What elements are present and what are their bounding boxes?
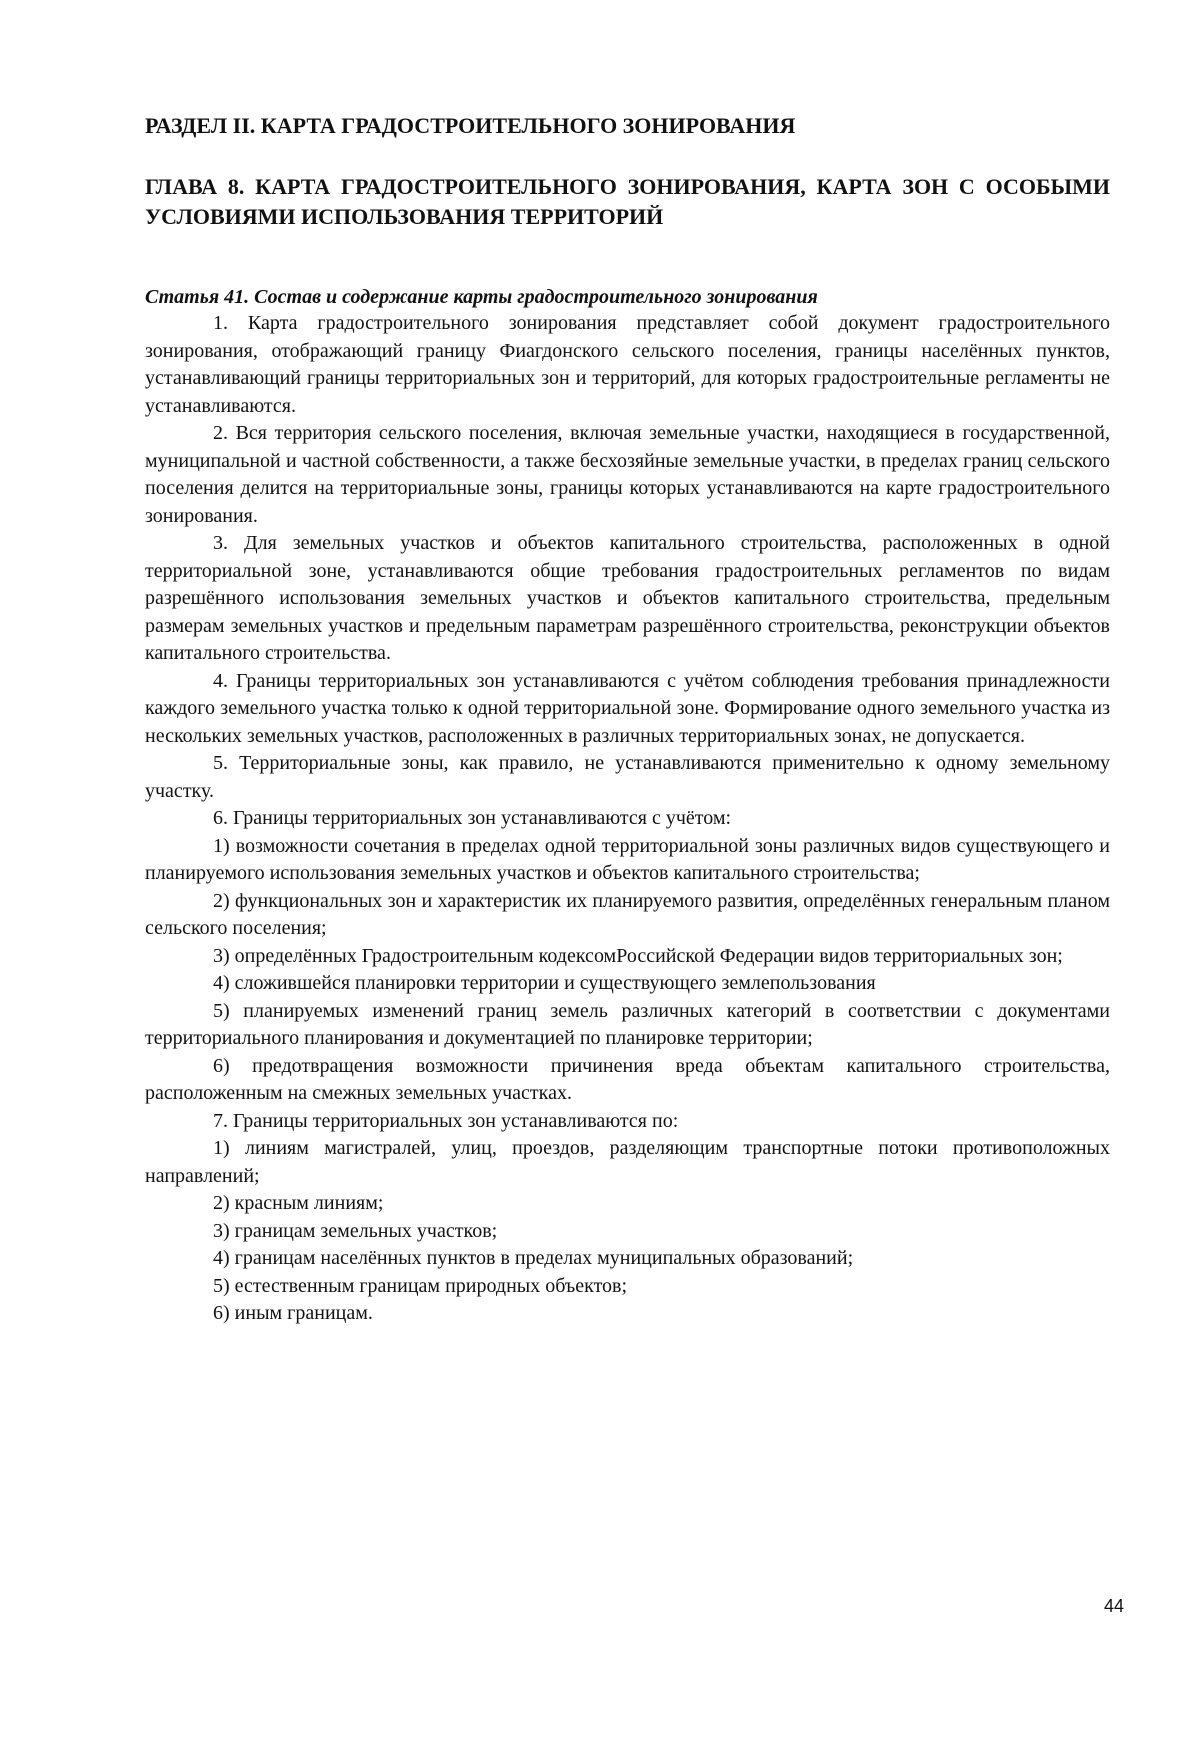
list-item: 2) красным линиям; xyxy=(213,1192,384,1214)
page-number: 44 xyxy=(1104,1596,1125,1616)
list-item: 5) планируемых изменений границ земель различных категорий в соответствии с документами территориального планирования и документацией по планировке территории; xyxy=(145,999,1110,1049)
chapter-title: ГЛАВА 8. КАРТА ГРАДОСТРОИТЕЛЬНОГО ЗОНИРОВАНИЯ, КАРТА ЗОН С ОСОБЫМИ УСЛОВИЯМИ ИСПОЛЬЗОВАНИЯ ТЕРРИТОРИЙ xyxy=(145,174,1110,229)
paragraph: 7. Границы территориальных зон устанавливаются по: xyxy=(213,1109,679,1132)
list-item: 2) функциональных зон и характеристик их планируемого развития, определённых генеральным планом сельского поселения; xyxy=(145,889,1110,939)
article-body xyxy=(145,310,1110,1328)
list-item: 3) границам земельных участков; xyxy=(213,1219,498,1242)
list-item: 3) определённых Градостроительным кодексомРоссийской Федерации видов территориальных зон; xyxy=(213,944,1063,967)
paragraph: 1. Карта градостроительного зонирования представляет собой документ градостроительного зонирования, отображающий границу Фиагдонского сельского поселения, границы населённых пунктов, устанавливающий границы территориальных зон и территорий, для которых градостроительные регламенты не устанавливаются. xyxy=(145,312,1110,417)
paragraph: 6. Границы территориальных зон устанавливаются с учётом: xyxy=(213,807,732,829)
list-item: 4) границам населённых пунктов в пределах муниципальных образований; xyxy=(213,1247,854,1269)
paragraph: 2. Вся территория сельского поселения, включая земельные участки, находящиеся в государственной, муниципальной и частной собственности, а также бесхозяйные земельные участки, в пределах границ сельского поселения делится на территориальные зоны, границы которых устанавливаются на карте градостроительного зонирования. xyxy=(145,422,1110,527)
list-item: 1) возможности сочетания в пределах одной территориальной зоны различных видов существующего и планируемого использования земельных участков и объектов капитального строительства; xyxy=(145,834,1110,884)
article-title: Статья 41. Состав и содержание карты градостроительного зонирования xyxy=(145,286,818,308)
paragraph: 5. Территориальные зоны, как правило, не устанавливаются применительно к одному земельному участку. xyxy=(145,752,1110,802)
list-item: 6) предотвращения возможности причинения вреда объектам капитального строительства, расположенным на смежных земельных участках. xyxy=(145,1054,1110,1104)
section-title: РАЗДЕЛ II. КАРТА ГРАДОСТРОИТЕЛЬНОГО ЗОНИРОВАНИЯ xyxy=(145,113,796,138)
list-item: 6) иным границам. xyxy=(213,1302,373,1324)
paragraph: 4. Границы территориальных зон устанавливаются с учётом соблюдения требования принадлежности каждого земельного участка только к одной территориальной зоне. Формирование одного земельного участка из нескольких земельных участков, расположенных в различных территориальных зонах, не допускается. xyxy=(145,669,1110,747)
list-item: 1) линиям магистралей, улиц, проездов, разделяющим транспортные потоки противоположных направлений; xyxy=(145,1137,1110,1187)
list-item: 5) естественным границам природных объектов; xyxy=(213,1274,628,1297)
paragraph: 3. Для земельных участков и объектов капитального строительства, расположенных в одной территориальной зоне, устанавливаются общие требования градостроительных регламентов по видам разрешённого использования земельных участков и объектов капитального строительства, предельным размерам земельных участков и предельным параметрам разрешённого строительства, реконструкции объектов капитального строительства. xyxy=(145,532,1110,664)
list-item: 4) сложившейся планировки территории и существующего землепользования xyxy=(213,972,876,994)
